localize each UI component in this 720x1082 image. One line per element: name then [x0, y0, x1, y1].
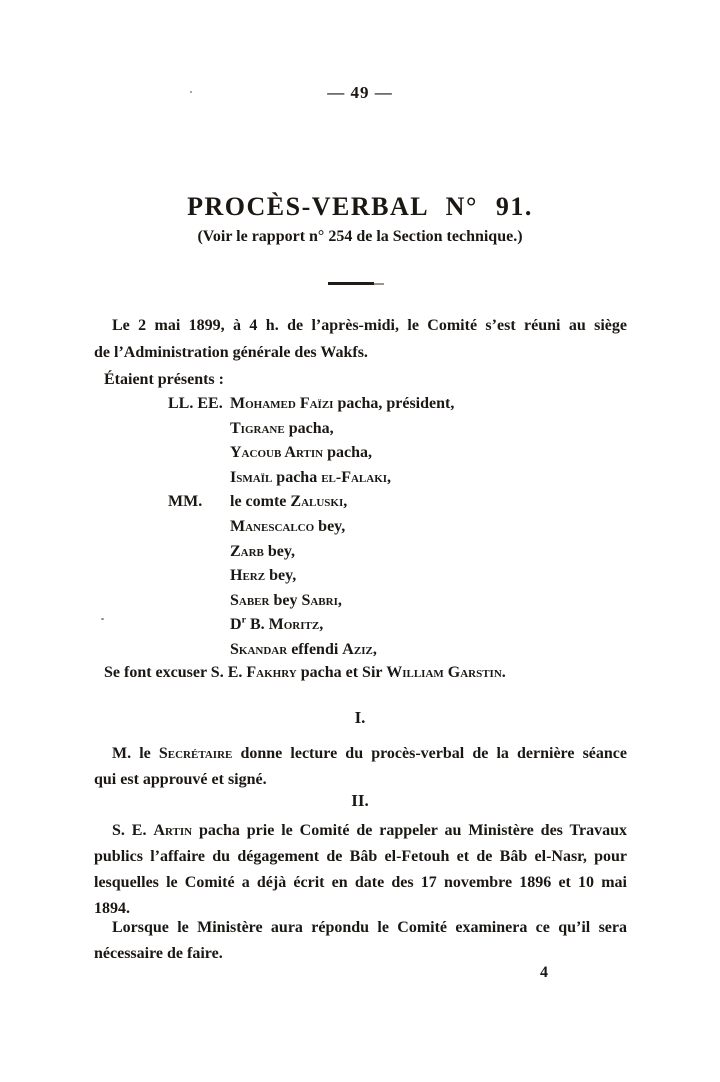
text-segment: r [241, 615, 246, 627]
text-line [94, 767, 627, 793]
text-segment: Ismaïl [230, 468, 273, 486]
text-line [94, 818, 627, 844]
attendee-group-label: LL. EE. [168, 395, 223, 412]
text-segment: pacha et Sir [296, 664, 387, 681]
section-1-heading: I. [354, 708, 366, 727]
separator-rule-tail [374, 283, 384, 285]
text-segment: , [343, 493, 348, 511]
text-segment: Étaient présents : [104, 371, 224, 388]
text-segment: , [372, 640, 377, 658]
sheet-signature-number: 4 [540, 964, 548, 981]
page-number-header: — 49 — [327, 83, 393, 102]
attendee-name [230, 441, 372, 466]
text-segment: Yacoub Artin [230, 444, 324, 462]
text-segment: bey, [314, 517, 346, 535]
attendee-name [230, 515, 345, 540]
text-segment: William Garstin [386, 664, 502, 681]
text-segment: Skandar [230, 640, 288, 658]
attendee-name [230, 589, 342, 614]
text-segment: bey, [265, 567, 297, 585]
attendee-name [230, 564, 296, 589]
attendee-row [94, 417, 627, 442]
text-segment: nécessaire de faire. [94, 945, 223, 962]
text-segment: pacha, [284, 419, 334, 437]
text-segment: , [319, 616, 324, 634]
attendee-row [94, 441, 627, 466]
text-segment: Sabri [301, 591, 338, 609]
attendee-row [94, 490, 627, 515]
text-segment: el-Falaki [321, 468, 388, 486]
attendee-group-label [168, 466, 230, 491]
text-segment: Mohamed Faïzi [230, 395, 334, 412]
text-segment: Artin [153, 822, 193, 839]
text-segment: Lorsque le Ministère aura répondu le Comité examinera ce qu’il sera [112, 919, 627, 936]
attendee-group-label [168, 540, 230, 565]
document-subtitle: (Voir le rapport n° 254 de la Section technique.) [197, 228, 523, 245]
attendee-row [94, 392, 627, 417]
attendee-group-label [168, 417, 230, 442]
text-segment: Manescalco [230, 517, 315, 535]
text-line [94, 659, 627, 686]
attendee-row [94, 466, 627, 491]
text-segment: pacha [272, 468, 322, 486]
attendee-name [230, 417, 334, 442]
section-2-paragraph-2 [94, 915, 627, 967]
text-line [94, 741, 627, 767]
text-segment: D [230, 616, 242, 634]
text-segment: pacha prie le Comité de rappeler au Ministère des Travaux [192, 822, 628, 839]
text-segment: publics l’affaire du dégagement de Bâb el-Fetouh et de Bâb el-Nasr, pour [94, 848, 627, 865]
text-line [94, 339, 627, 366]
attendee-row [94, 613, 627, 638]
attendee-group-label [168, 515, 230, 540]
attendee-name [230, 540, 295, 565]
attendee-group-label [168, 441, 230, 466]
attendee-row [94, 589, 627, 614]
text-segment: de l’Administration générale des Wakfs. [94, 344, 368, 361]
text-segment: Fakhry [246, 664, 297, 681]
text-line [94, 844, 627, 870]
document-title: PROCÈS-VERBAL N° 91. [187, 192, 533, 221]
text-segment: , [387, 468, 392, 486]
text-segment: Aziz [342, 640, 373, 658]
opening-paragraph [94, 312, 627, 366]
text-line [94, 312, 627, 339]
attendees-list [94, 392, 627, 663]
attendee-name [230, 392, 454, 417]
attendee-group-label [168, 589, 230, 614]
text-segment: Zarb [230, 542, 264, 560]
presents-intro [94, 366, 627, 393]
text-segment: bey, [263, 542, 296, 560]
text-segment: Saber [230, 591, 270, 609]
attendee-group-label [168, 564, 230, 589]
attendee-group-label [168, 613, 230, 638]
text-line [94, 366, 627, 393]
text-segment: lesquelles le Comité a déjà écrit en date des 17 novembre 1896 et 10 mai [94, 874, 627, 891]
text-segment: M. le [112, 745, 159, 762]
section-2-heading: II. [351, 791, 369, 810]
text-segment: Le 2 mai 1899, à 4 h. de l’après-midi, le Comité s’est réuni au siège [112, 317, 627, 334]
text-segment: donne lecture du procès-verbal de la dernière séance [232, 745, 627, 762]
text-segment: . [501, 664, 506, 681]
attendee-row [94, 515, 627, 540]
section-2-paragraph-1 [94, 818, 627, 922]
attendee-group-label: MM. [168, 493, 203, 511]
text-segment: , [337, 591, 342, 609]
text-segment: B. [245, 616, 269, 634]
text-segment: bey [269, 591, 302, 609]
text-line [94, 870, 627, 896]
text-segment: pacha, président, [333, 395, 455, 412]
attendee-row [94, 564, 627, 589]
attendee-name [230, 613, 323, 638]
attendee-row [94, 540, 627, 565]
text-segment: qui est approuvé et signé. [94, 771, 267, 788]
text-segment: Herz [230, 567, 266, 585]
text-segment: Secrétaire [158, 745, 233, 762]
text-segment: 1894. [94, 900, 130, 917]
text-segment: effendi [287, 640, 343, 658]
text-segment: Zaluski [290, 493, 344, 511]
text-segment: Tigrane [230, 419, 285, 437]
separator-rule [328, 282, 374, 285]
attendee-name [230, 466, 391, 491]
text-segment: le comte [230, 493, 291, 511]
text-line [94, 915, 627, 941]
text-segment: pacha, [323, 444, 372, 462]
section-1-paragraph [94, 741, 627, 793]
attendee-name [230, 490, 347, 515]
excused-line [94, 659, 627, 686]
text-segment: Se font excuser S. E. [104, 664, 247, 681]
text-segment: S. E. [112, 822, 154, 839]
text-segment: Moritz [268, 616, 320, 634]
